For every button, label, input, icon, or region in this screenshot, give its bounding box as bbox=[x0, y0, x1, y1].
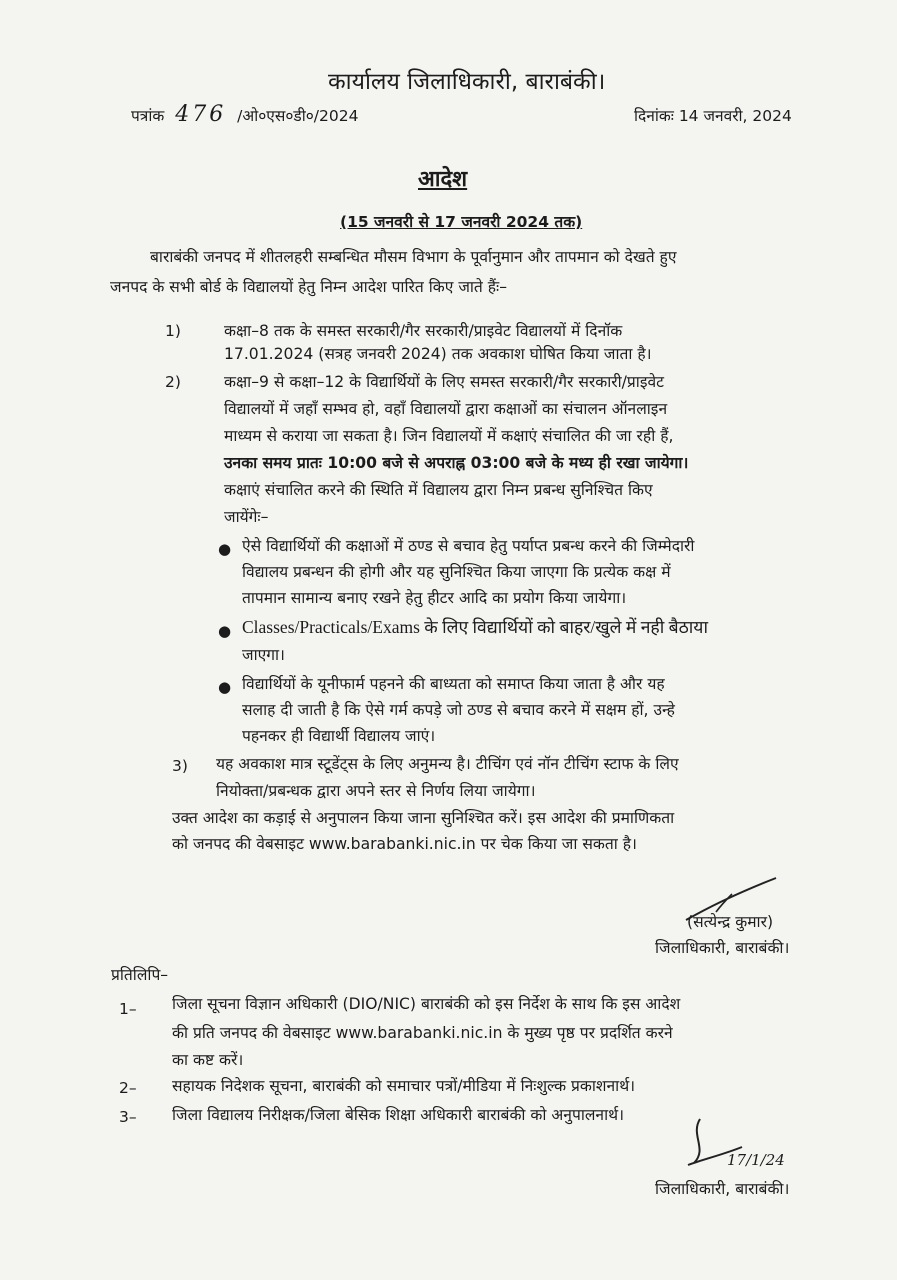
handwritten-date: 17/1/24 bbox=[727, 1151, 785, 1169]
closing-line-2: को जनपद की वेबसाइट www.barabanki.nic.in पर चेक किया जा सकता है। bbox=[172, 835, 637, 853]
bullet-2-text: Classes/Practicals/Exams के लिए विद्यार्थियों को बाहर/खुले में नही बैठाया bbox=[242, 617, 708, 637]
intro-line-2: जनपद के सभी बोर्ड के विद्यालयों हेतु निम्न आदेश पारित किए जाते हैंः– bbox=[110, 278, 508, 296]
bullet-3-line: सलाह दी जाती है कि ऐसे गर्म कपड़े जो ठण्ड से बचाव करने में सक्षम हों, उन्हे bbox=[242, 701, 675, 719]
bullet-dot: ● bbox=[218, 678, 232, 696]
bullet-1-line: तापमान सामान्य बनाए रखने हेतु हीटर आदि का प्रयोग किया जायेगा। bbox=[242, 589, 627, 607]
bullet-2-line bbox=[242, 612, 708, 643]
item-number: 3) bbox=[172, 757, 188, 775]
letter-label: पत्रांक bbox=[131, 107, 165, 125]
bullet-3-line: विद्यार्थियों के यूनीफार्म पहनने की बाध्यता को समाप्त किया जाता है और यह bbox=[242, 675, 665, 693]
bullet-1-line: विद्यालय प्रबन्धन की होगी और यह सुनिश्चित किया जाएगा कि प्रत्येक कक्ष में bbox=[242, 563, 671, 581]
letter-suffix: /ओ०एस०डी०/2024 bbox=[237, 107, 359, 125]
copy-item-number: 3– bbox=[119, 1108, 137, 1126]
item-1-line: 17.01.2024 (सत्रह जनवरी 2024) तक अवकाश घोषित किया जाता है। bbox=[224, 345, 652, 363]
item-2-line: कक्षाएं संचालित करने की स्थिति में विद्यालय द्वारा निम्न प्रबन्ध सुनिश्चित किए bbox=[224, 481, 653, 499]
item-2-line: उनका समय प्रातः 10:00 बजे से अपराह्न 03:00 बजे के मध्य ही रखा जायेगा। bbox=[224, 454, 689, 472]
letter-number: 476 bbox=[175, 102, 227, 127]
order-heading: आदेश bbox=[418, 167, 468, 192]
office-title: कार्यालय जिलाधिकारी, बाराबंकी। bbox=[328, 69, 606, 95]
letter-number-line bbox=[131, 102, 358, 127]
letter-date: दिनांकः 14 जनवरी, 2024 bbox=[634, 107, 792, 125]
order-period: (15 जनवरी से 17 जनवरी 2024 तक) bbox=[340, 213, 583, 231]
signatory-name: (सत्येन्द्र कुमार) bbox=[687, 913, 774, 931]
closing-line-1: उक्त आदेश का कड़ाई से अनुपालन किया जाना सुनिश्चित करें। इस आदेश की प्रमाणिकता bbox=[172, 809, 675, 827]
copy-item-number: 2– bbox=[119, 1079, 137, 1097]
bullet-2-line: जाएगा। bbox=[242, 646, 285, 664]
intro-line-1: बाराबंकी जनपद में शीतलहरी सम्बन्धित मौसम विभाग के पूर्वानुमान और तापमान को देखते हुए bbox=[150, 248, 677, 266]
copy-item-1-line: का कष्ट करें। bbox=[172, 1051, 244, 1069]
bullet-dot: ● bbox=[218, 622, 232, 640]
bullet-dot: ● bbox=[218, 540, 232, 558]
item-number: 1) bbox=[165, 322, 181, 340]
item-3-line: नियोक्ता/प्रबन्धक द्वारा अपने स्तर से निर्णय लिया जायेगा। bbox=[216, 782, 536, 800]
copy-item-3-line: जिला विद्यालय निरीक्षक/जिला बेसिक शिक्षा अधिकारी बाराबंकी को अनुपालनार्थ। bbox=[172, 1106, 624, 1124]
signatory-designation: जिलाधिकारी, बाराबंकी। bbox=[655, 939, 790, 957]
item-3-line: यह अवकाश मात्र स्टूडेंट्स के लिए अनुमन्य है। टीचिंग एवं नॉन टीचिंग स्टाफ के लिए bbox=[216, 755, 679, 773]
item-number: 2) bbox=[165, 373, 181, 391]
item-1-line: कक्षा–8 तक के समस्त सरकारी/गैर सरकारी/प्राइवेट विद्यालयों में दिनॉक bbox=[224, 322, 623, 340]
copy-item-1-line: जिला सूचना विज्ञान अधिकारी (DIO/NIC) बाराबंकी को इस निर्देश के साथ कि इस आदेश bbox=[172, 995, 681, 1013]
bullet-3-line: पहनकर ही विद्यार्थी विद्यालय जाएं। bbox=[242, 727, 436, 745]
item-2-line: जायेंगेः– bbox=[224, 508, 269, 526]
copy-item-2-line: सहायक निदेशक सूचना, बाराबंकी को समाचार पत्रों/मीडिया में निःशुल्क प्रकाशनार्थ। bbox=[172, 1077, 636, 1095]
item-2-line: माध्यम से कराया जा सकता है। जिन विद्यालयों में कक्षाएं संचालित की जा रही हैं, bbox=[224, 427, 674, 445]
copy-item-1-line: की प्रति जनपद की वेबसाइट www.barabanki.nic.in के मुख्य पृष्ठ पर प्रदर्शित करने bbox=[172, 1024, 673, 1042]
copy-to-heading: प्रतिलिपि– bbox=[111, 966, 169, 984]
copy-designation: जिलाधिकारी, बाराबंकी। bbox=[655, 1180, 790, 1198]
item-2-line: विद्यालयों में जहाँ सम्भव हो, वहाँ विद्यालयों द्वारा कक्षाओं का संचालन ऑनलाइन bbox=[224, 400, 668, 418]
copy-item-number: 1– bbox=[119, 1000, 137, 1018]
item-2-line: कक्षा–9 से कक्षा–12 के विद्यार्थियों के लिए समस्त सरकारी/गैर सरकारी/प्राइवेट bbox=[224, 373, 665, 391]
bullet-1-line: ऐसे विद्यार्थियों की कक्षाओं में ठण्ड से बचाव हेतु पर्याप्त प्रबन्ध करने की जिम्मेदारी bbox=[242, 537, 695, 555]
